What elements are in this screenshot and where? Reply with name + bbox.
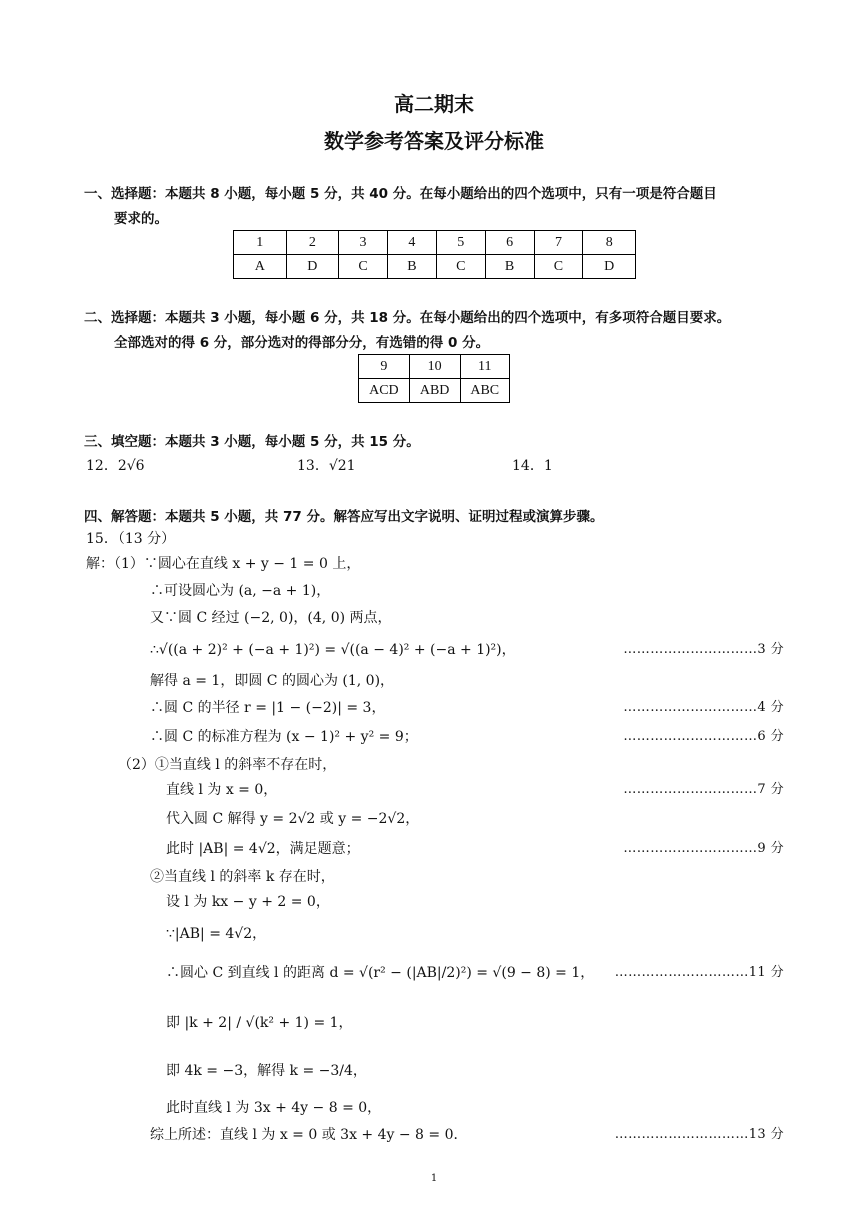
score-marker: …………………………11 分 (614, 965, 784, 980)
section1-heading-line1: 一、选择题：本题共 8 小题，每小题 5 分，共 40 分。在每小题给出的四个选项中，只有一项是符合题目 (84, 186, 717, 202)
question-number-cell: 11 (460, 355, 510, 379)
single-choice-answer-table (233, 230, 636, 279)
score-marker: …………………………6 分 (623, 729, 784, 744)
page-subtitle: 数学参考答案及评分标准 (324, 129, 544, 153)
question-number-cell: 1 (234, 231, 287, 255)
answer-cell: C (339, 255, 388, 279)
score-marker: …………………………4 分 (623, 700, 784, 715)
question-number-cell: 6 (485, 231, 534, 255)
solution-line: 综上所述：直线 l 为 x = 0 或 3x + 4y − 8 = 0． (150, 1127, 468, 1143)
solution-line: ∴圆 C 的半径 r = |1 − (−2)| = 3， (150, 700, 386, 716)
solution-line: 代入圆 C 解得 y = 2√2 或 y = −2√2， (166, 811, 420, 827)
question-number-cell: 4 (387, 231, 436, 255)
solution-line: ∴√((a + 2)² + (−a + 1)²) = √((a − 4)² + (−a + 1)²)， (150, 642, 516, 658)
answer-cell: ABD (409, 379, 460, 403)
solution-line: 即 |k + 2| / √(k² + 1) = 1， (166, 1015, 353, 1031)
solution-line: 即 4k = −3，解得 k = −3/4， (166, 1063, 367, 1079)
section3-heading: 三、填空题：本题共 3 小题，每小题 5 分，共 15 分。 (84, 434, 420, 450)
answer-cell: B (485, 255, 534, 279)
solution-line: ∴圆 C 的标准方程为 (x − 1)² + y² = 9； (150, 729, 418, 745)
solution-line: 此时 |AB| = 4√2，满足题意； (166, 841, 360, 857)
question-number-cell: 9 (359, 355, 410, 379)
answer-cell: A (234, 255, 287, 279)
page-title: 高二期末 (394, 92, 474, 116)
table-row (234, 255, 636, 279)
fill-answer-14: 14．1 (512, 458, 553, 474)
multi-choice-answer-table (358, 354, 510, 403)
solution-line: 此时直线 l 为 3x + 4y − 8 = 0， (166, 1100, 382, 1116)
answer-cell: ACD (359, 379, 410, 403)
question-number-cell: 7 (534, 231, 583, 255)
question-number-cell: 3 (339, 231, 388, 255)
question-number-cell: 2 (286, 231, 339, 255)
question-number-cell: 8 (583, 231, 636, 255)
question-number-cell: 10 (409, 355, 460, 379)
solution-line: （2）①当直线 l 的斜率不存在时， (118, 757, 337, 773)
answer-cell: D (286, 255, 339, 279)
solution-line: ∴圆心 C 到直线 l 的距离 d = √(r² − (|AB|/2)²) = √(9 − 8) = 1， (166, 965, 595, 981)
answer-cell: C (436, 255, 485, 279)
table-row (359, 379, 510, 403)
answer-cell: D (583, 255, 636, 279)
score-marker: …………………………7 分 (623, 782, 784, 797)
problem-label: 15．（13 分） (86, 531, 176, 547)
score-marker: …………………………3 分 (623, 642, 784, 657)
fill-answer-12: 12．2√6 (86, 458, 145, 474)
section2-heading-line2: 全部选对的得 6 分，部分选对的得部分分，有选错的得 0 分。 (114, 335, 490, 351)
solution-line: 解得 a = 1，即圆 C 的圆心为 (1, 0)， (150, 673, 395, 689)
section1-heading-line2: 要求的。 (114, 211, 168, 227)
answer-cell: B (387, 255, 436, 279)
table-row (359, 355, 510, 379)
solution-line: ∵|AB| = 4√2， (166, 926, 267, 942)
score-marker: …………………………9 分 (623, 841, 784, 856)
solution-line: 直线 l 为 x = 0， (166, 782, 278, 798)
solution-line: 又∵圆 C 经过 (−2, 0)，(4, 0) 两点， (150, 610, 392, 626)
solution-line: 解：（1）∵圆心在直线 x + y − 1 = 0 上， (86, 556, 361, 572)
table-row (234, 231, 636, 255)
section4-heading: 四、解答题：本题共 5 小题，共 77 分。解答应写出文字说明、证明过程或演算步骤。 (84, 509, 604, 525)
question-number-cell: 5 (436, 231, 485, 255)
score-marker: …………………………13 分 (614, 1127, 784, 1142)
section2-heading-line1: 二、选择题：本题共 3 小题，每小题 6 分，共 18 分。在每小题给出的四个选项中，有多项符合题目要求。 (84, 310, 731, 326)
solution-line: ②当直线 l 的斜率 k 存在时， (150, 869, 335, 885)
answer-cell: ABC (460, 379, 510, 403)
fill-answer-13: 13．√21 (297, 458, 356, 474)
answer-cell: C (534, 255, 583, 279)
solution-line: ∴可设圆心为 (a, −a + 1)， (150, 583, 331, 599)
solution-line: 设 l 为 kx − y + 2 = 0， (166, 894, 330, 910)
page-number: 1 (430, 1173, 438, 1184)
